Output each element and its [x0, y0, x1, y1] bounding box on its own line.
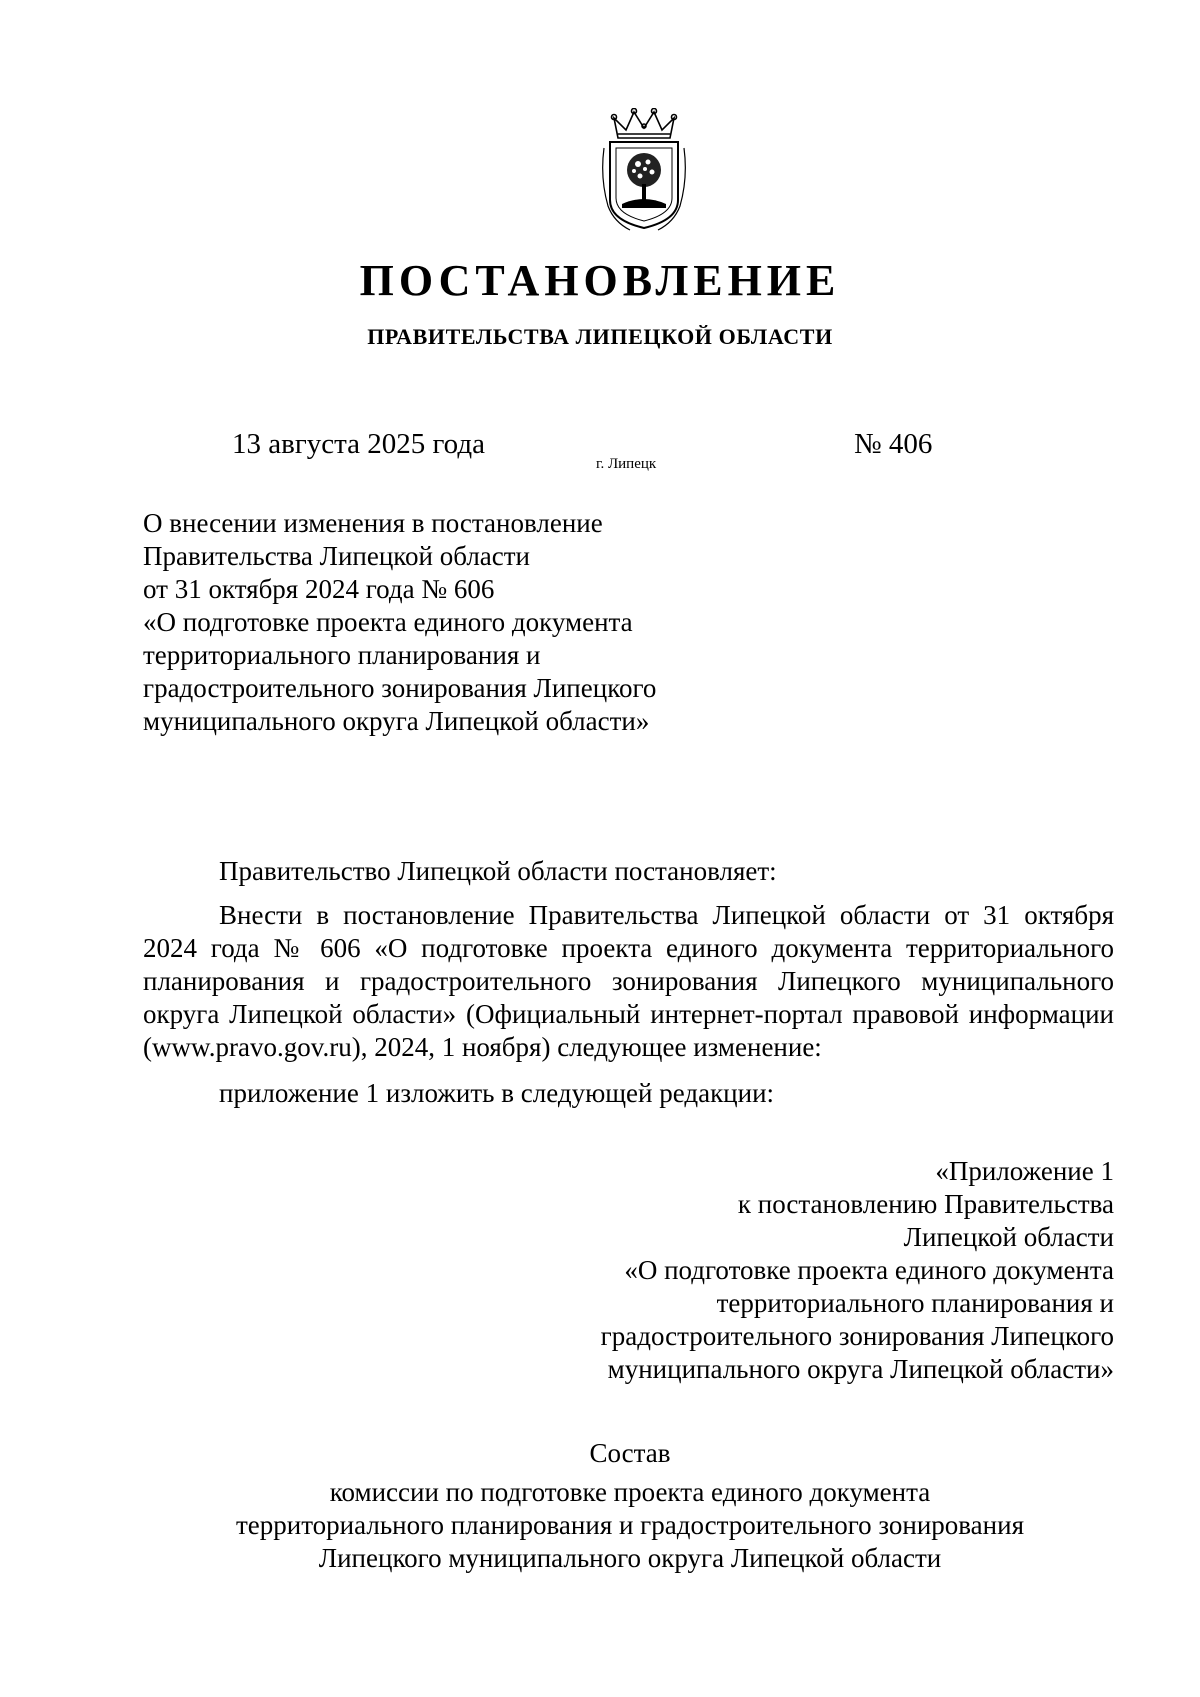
composition-heading: Состав — [589, 1438, 671, 1468]
composition-line: территориального планирования и градостроительного зонирования — [236, 1510, 1024, 1540]
appendix-line: Липецкой области — [903, 1222, 1114, 1252]
subject-line: от 31 октября 2024 года № 606 — [143, 574, 495, 604]
appendix-header — [601, 1155, 1114, 1386]
appendix-line: муниципального округа Липецкой области» — [607, 1354, 1114, 1384]
subject-line: муниципального округа Липецкой области» — [143, 706, 650, 736]
lipetsk-region-coat-of-arms-icon — [600, 108, 688, 234]
appendix-line: к постановлению Правительства — [737, 1189, 1114, 1219]
subject-block — [143, 507, 763, 738]
subject-line: градостроительного зонирования Липецкого — [143, 673, 657, 703]
document-subtitle: ПРАВИТЕЛЬСТВА ЛИПЕЦКОЙ ОБЛАСТИ — [367, 324, 833, 349]
subject-line: «О подготовке проекта единого документа — [143, 607, 633, 637]
composition-heading-block — [0, 1437, 1200, 1575]
composition-line: Липецкого муниципального округа Липецкой области — [318, 1543, 942, 1573]
appendix-line: «Приложение 1 — [935, 1156, 1114, 1186]
document-number: № 406 — [854, 428, 933, 460]
subject-line: Правительства Липецкой области — [143, 541, 531, 571]
subject-line: территориального планирования и — [143, 640, 541, 670]
document-title: ПОСТАНОВЛЕНИЕ — [359, 256, 841, 305]
preamble-text: Правительство Липецкой области постановляет: — [219, 856, 777, 886]
appendix-line: градостроительного зонирования Липецкого — [600, 1321, 1114, 1351]
instruction-text: приложение 1 изложить в следующей редакции: — [219, 1078, 775, 1108]
appendix-line: «О подготовке проекта единого документа — [624, 1255, 1114, 1285]
appendix-line: территориального планирования и — [716, 1288, 1114, 1318]
subject-line: О внесении изменения в постановление — [143, 508, 603, 538]
document-city: г. Липецк — [596, 456, 657, 472]
composition-line: комиссии по подготовке проекта единого документа — [329, 1477, 931, 1507]
document-date: 13 августа 2025 года — [232, 428, 485, 460]
body-paragraph: Внести в постановление Правительства Липецкой области от 31 октября 2024 года № 606 «О подготовке проекта единого документа территориального планирования и градостроительного зонирования Липецкого муниципального округа Липецкой области» (Официальный интернет-портал правовой информации (www.pravo.gov.ru), 2024, 1 ноября) следующее изменение: — [143, 900, 1114, 1062]
